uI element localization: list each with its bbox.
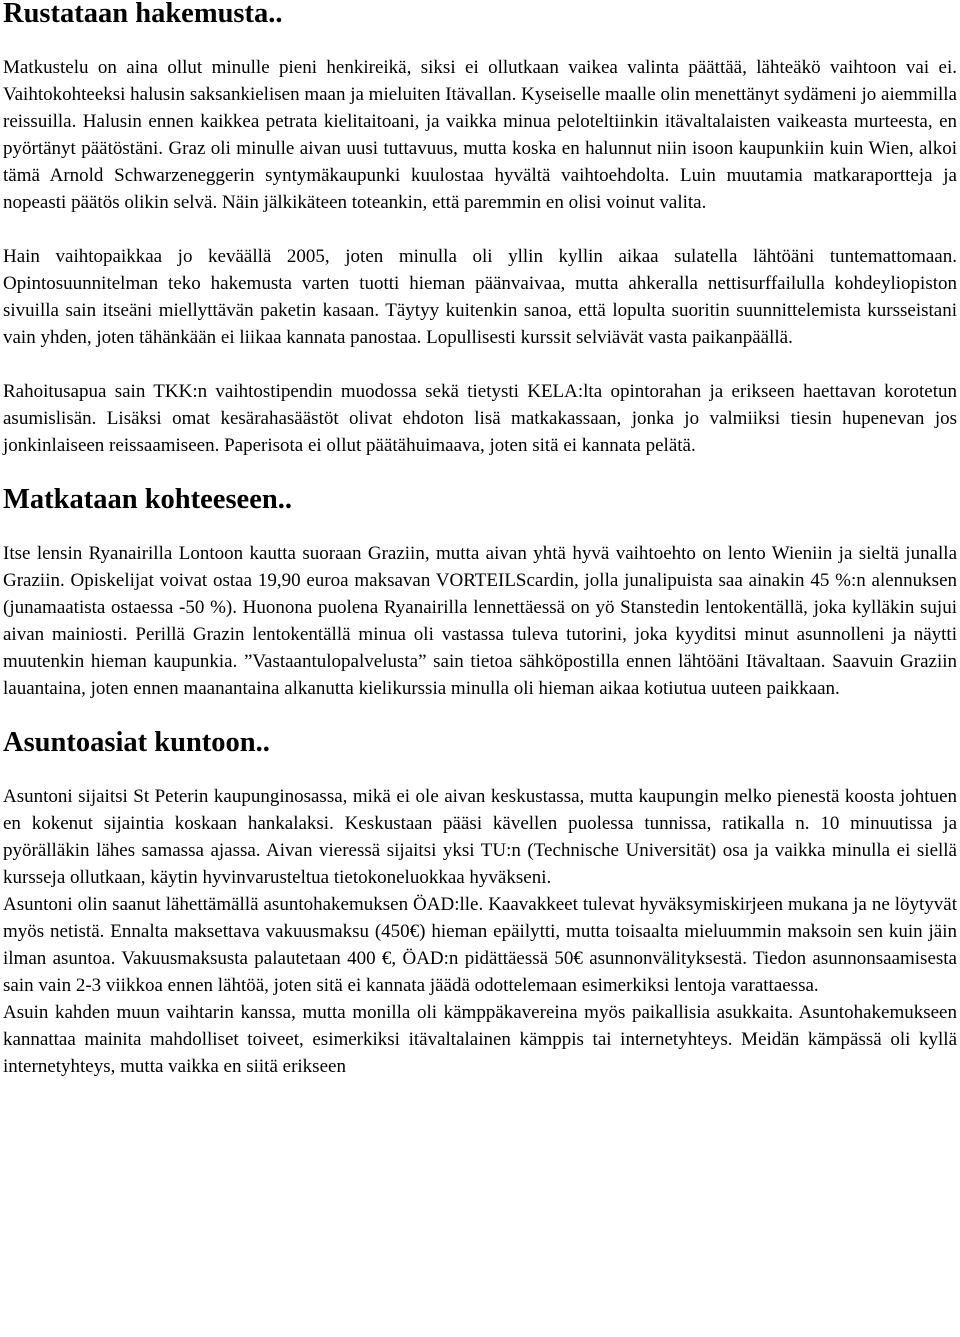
paragraph: Itse lensin Ryanairilla Lontoon kautta suoraan Graziin, mutta aivan yhtä hyvä vaihtoehto on lento Wieniin ja sieltä junalla Graziin. Opiskelijat voivat ostaa 19,90 euroa maksavan VORTEILScardin, jolla junalipuista saa ainakin 45 %:n alennuksen (junamaatista ostaessa -50 %). Huonona puolena Ryanairilla lennettäessä on yö Stanstedin lentokentällä, joka kylläkin sujui aivan mainiosti. Perillä Grazin lentokentällä minua oli vastassa tuleva tutorini, joka kyyditsi minut asunnolleni ja näytti muutenkin hieman kaupunkia. ”Vastaantulopalvelusta” sain tietoa sähköpostilla ennen lähtöäni Itävaltaan. Saavuin Graziin lauantaina, joten ennen maanantaina alkanutta kielikurssia minulla oli hieman aikaa kotiutua uuteen paikkaan. <box>3 543 957 699</box>
spacer <box>3 459 957 486</box>
spacer <box>3 702 957 729</box>
document-page <box>3 0 957 1080</box>
spacer <box>3 351 957 378</box>
spacer <box>3 27 957 54</box>
section-heading: Matkataan kohteeseen.. <box>3 484 292 515</box>
spacer <box>3 513 957 540</box>
spacer <box>3 756 957 783</box>
paragraph: Asuntoni olin saanut lähettämällä asuntohakemuksen ÖAD:lle. Kaavakkeet tulevat hyväksymiskirjeen mukana ja ne löytyvät myös netistä. Ennalta maksettava vakuusmaksu (450€) hieman epäilytti, mutta toisaalta mieluummin maksoin sen kuin jäin ilman asuntoa. Vakuusmaksusta palautetaan 400 €, ÖAD:n pidättäessä 50€ asunnonvälityksestä. Tiedon asunnonsaamisesta sain vain 2-3 viikkoa ennen lähtöä, joten sitä ei kannata jäädä odottelemaan esimerkiksi lentoja varattaessa. <box>3 894 957 996</box>
spacer <box>3 216 957 243</box>
section-heading: Rustataan hakemusta.. <box>3 0 283 29</box>
section-heading: Asuntoasiat kuntoon.. <box>3 727 270 758</box>
paragraph: Matkustelu on aina ollut minulle pieni henkireikä, siksi ei ollutkaan vaikea valinta päättää, lähteäkö vaihtoon vai ei. Vaihtokohteeksi halusin saksankielisen maan ja mieluiten Itävallan. Kyseiselle maalle olin menettänyt sydämeni jo aiemmilla reissuilla. Halusin ennen kaikkea petrata kielitaitoani, ja vaikka minua peloteltiinkin itävaltalaisten vaikeasta murteesta, en pyörtänyt päätöstäni. Graz oli minulle aivan uusi tuttavuus, mutta koska en halunnut niin isoon kaupunkiin kuin Wien, alkoi tämä Arnold Schwarzeneggerin syntymäkaupunki kuulostaa hyvältä vaihtoehdolta. Luin muutamia matkaraportteja ja nopeasti päätös olikin selvä. Näin jälkikäteen toteankin, että paremmin en olisi voinut valita. <box>3 57 957 213</box>
section-application <box>3 0 957 459</box>
section-housing <box>3 729 957 1080</box>
paragraph: Hain vaihtopaikkaa jo keväällä 2005, joten minulla oli yllin kyllin aikaa sulatella lähtöäni tuntemattomaan. Opintosuunnitelman teko hakemusta varten tuotti hieman päänvaivaa, mutta ahkeralla nettisurffailulla kohdeyliopiston sivuilla sain itseäni miellyttävän paketin kasaan. Täytyy kuitenkin sanoa, että lopulta suoritin suunnittelemista kursseistani vain yhden, joten tähänkään ei liikaa kannata panostaa. Lopullisesti kurssit selviävät vasta paikanpäällä. <box>3 246 957 348</box>
paragraph: Asuin kahden muun vaihtarin kanssa, mutta monilla oli kämppäkavereina myös paikallisia asukkaita. Asuntohakemukseen kannattaa mainita mahdolliset toiveet, esimerkiksi itävaltalainen kämppis tai internetyhteys. Meidän kämpässä oli kyllä internetyhteys, mutta vaikka en siitä erikseen <box>3 1002 957 1077</box>
paragraph: Asuntoni sijaitsi St Peterin kaupunginosassa, mikä ei ole aivan keskustassa, mutta kaupungin melko pienestä koosta johtuen en kokenut sijaintia koskaan hankalaksi. Keskustaan pääsi kävellen puolessa tunnissa, ratikalla n. 10 minuutissa ja pyörälläkin lähes samassa ajassa. Aivan vieressä sijaitsi yksi TU:n (Technische Universität) osa ja vaikka minulla ei siellä kursseja ollutkaan, käytin hyvinvarusteltua tietokoneluokkaa hyväkseni. <box>3 786 957 888</box>
section-travel <box>3 486 957 702</box>
paragraph: Rahoitusapua sain TKK:n vaihtostipendin muodossa sekä tietysti KELA:lta opintorahan ja erikseen haettavan korotetun asumislisän. Lisäksi omat kesärahasäästöt olivat ehdoton lisä matkakassaan, jonka jo valmiiksi tiesin hupenevan jos jonkinlaiseen reissaamiseen. Paperisota ei ollut päätähuimaava, joten sitä ei kannata pelätä. <box>3 381 957 456</box>
